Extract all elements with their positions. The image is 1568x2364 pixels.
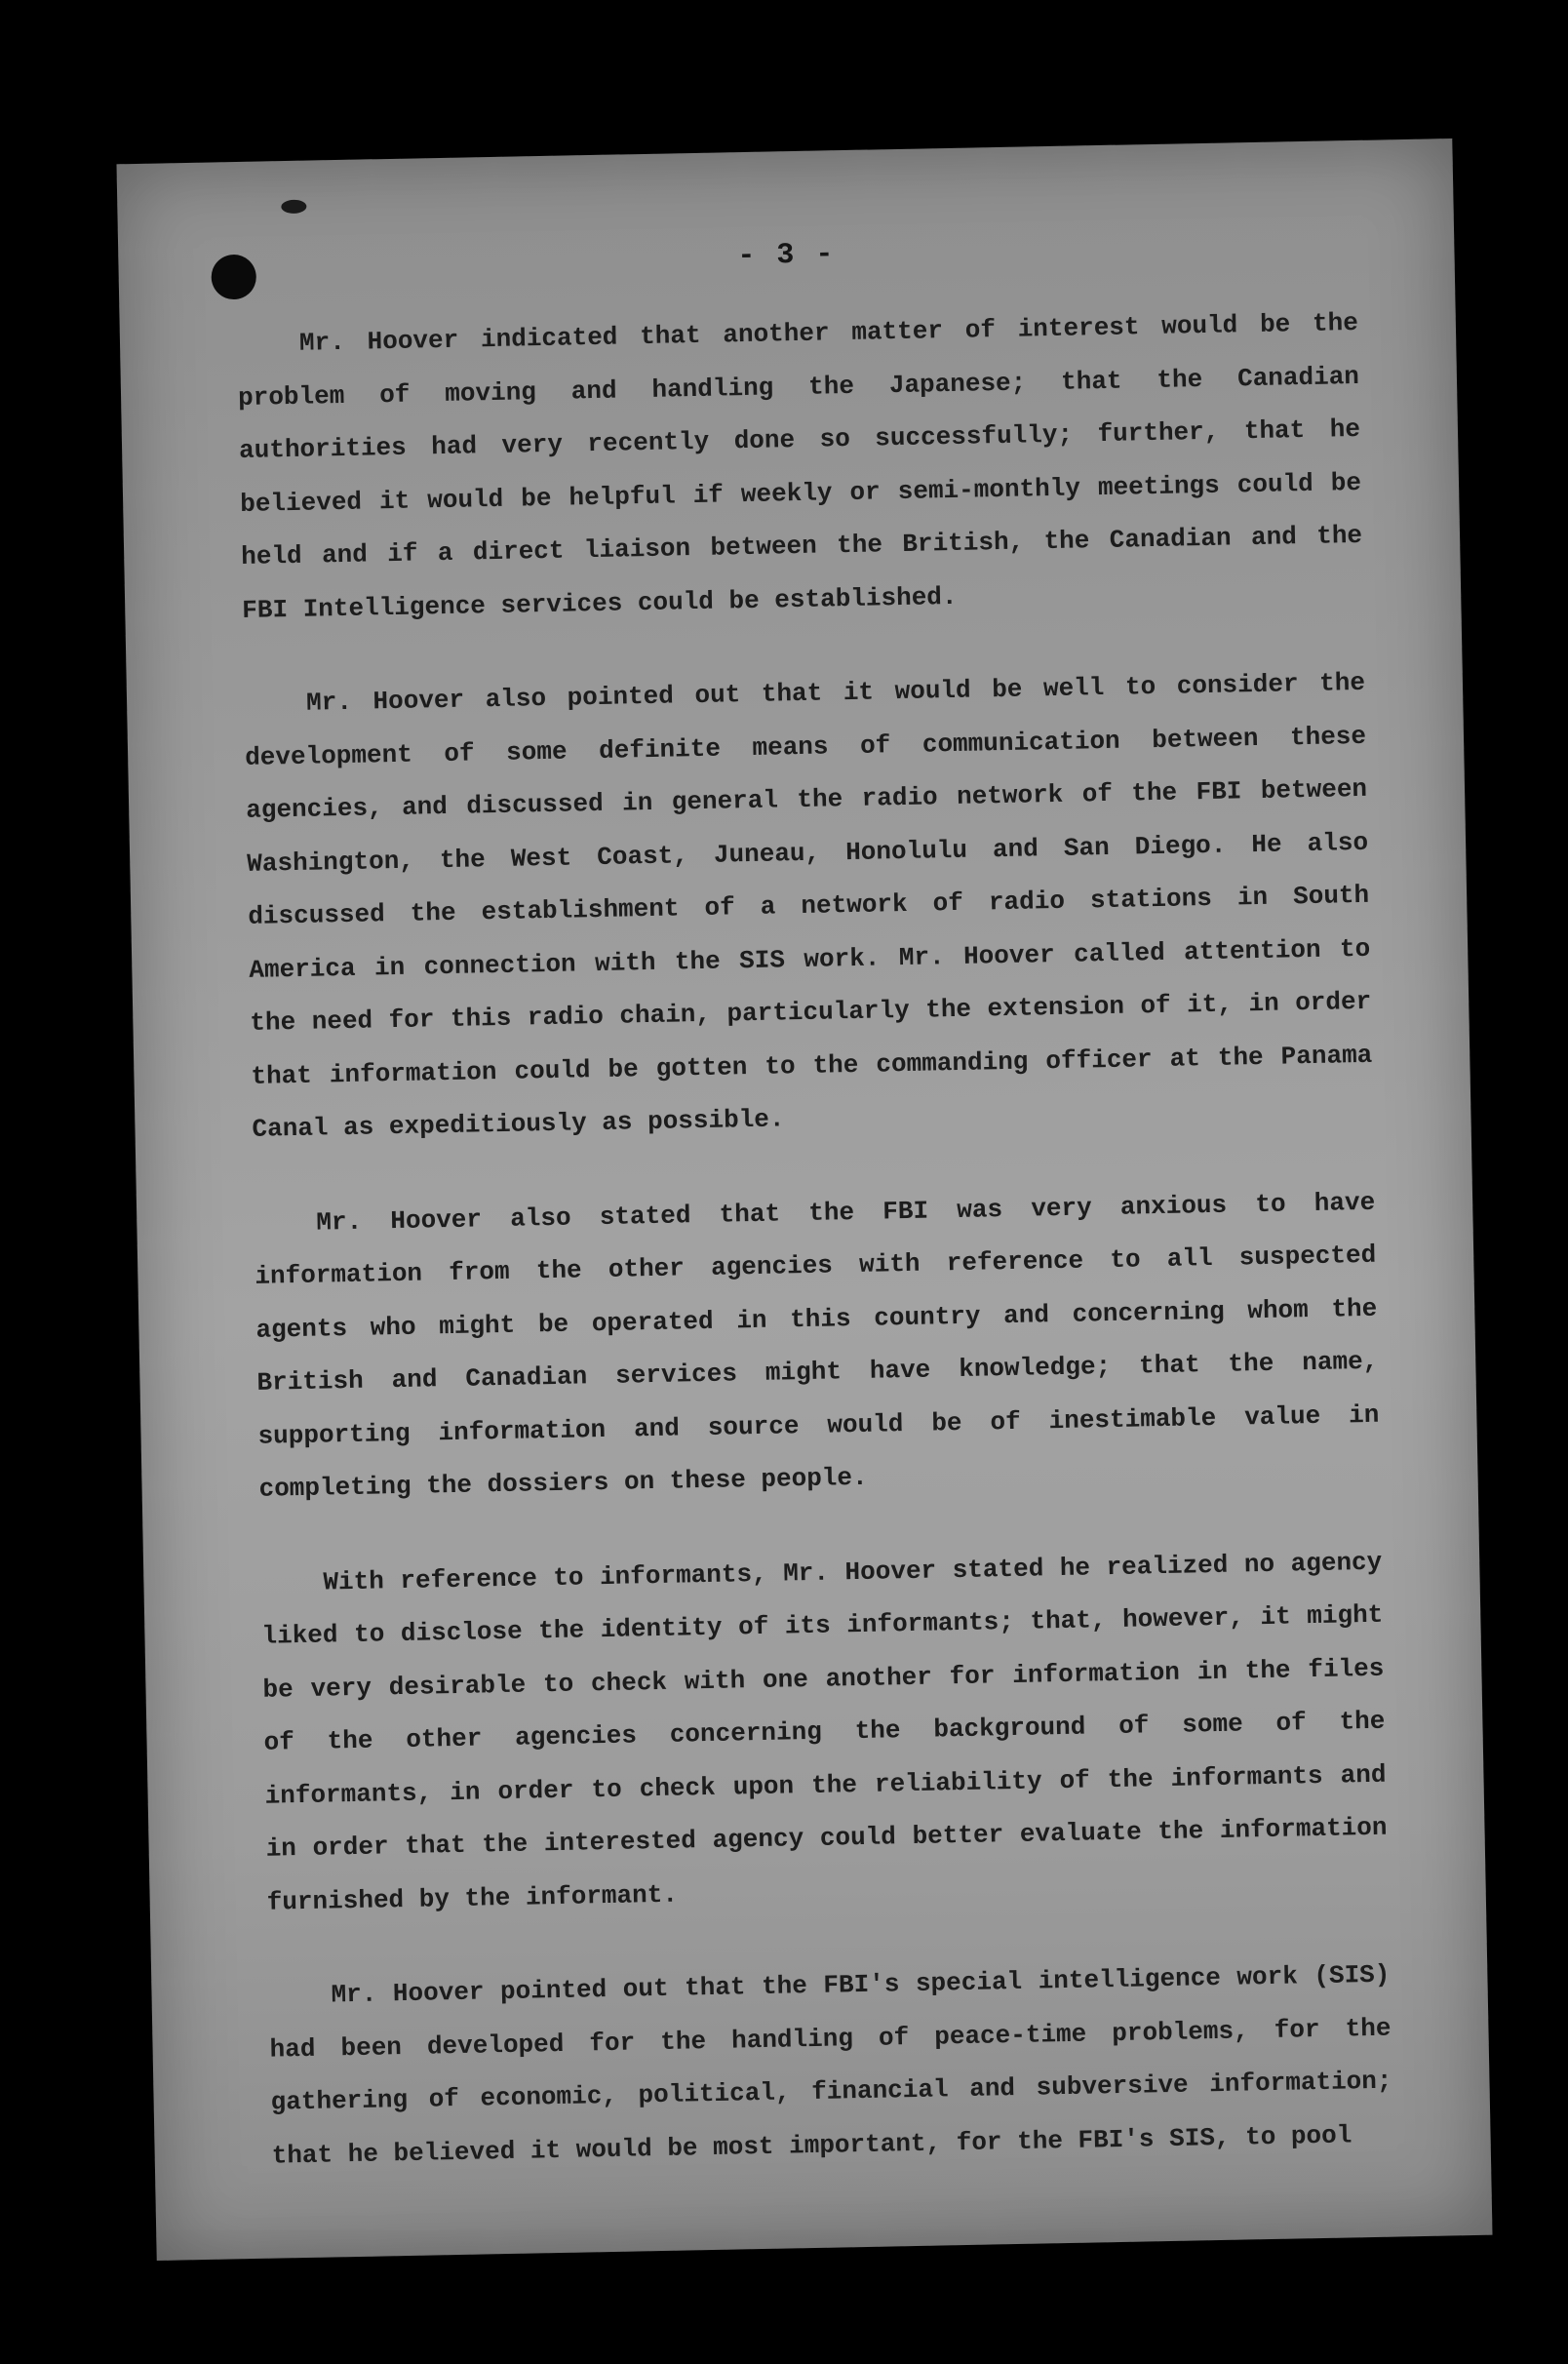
- body-text: [237, 296, 1393, 2183]
- paragraph: Mr. Hoover also stated that the FBI was very anxious to have information from the other agencies with reference to all suspected agents who might be operated in this country and concerning whom the British and Canadian services might have knowledge; that the name, supporting information and source would be of inestimable value in completing the dossiers on these people.: [255, 1187, 1380, 1504]
- paragraph: Mr. Hoover pointed out that the FBI's special intelligence work (SIS) had been developed for the handling of peace-time problems, for the gathering of economic, political, financial and subversive information; that he believed it would be most important, for the FBI's SIS, to pool: [269, 1959, 1392, 2171]
- ink-mark: [281, 200, 306, 214]
- page-number: - 3 -: [737, 238, 836, 274]
- paragraph: Mr. Hoover indicated that another matter of interest would be the problem of moving and handling the Japanese; that the Canadian authorities had very recently done so successfully; further, that he believed it would be helpful if weekly or semi-monthly meetings could be held and if a direct liaison between the British, the Canadian and the FBI Intelligence services could be established.: [237, 307, 1363, 625]
- paragraph: Mr. Hoover also pointed out that it would be well to consider the development of some definite means of communication between these agencies, and discussed in general the radio network of the FBI between Washington, the West Coast, Juneau, Honolulu and San Diego. He also discussed the establishment of a network of radio stations in South America in connection with the SIS work. Mr. Hoover called attention to the need for this radio chain, particularly the extension of it, in order that information could be gotten to the commanding officer at the Panama Canal as expeditiously as possible.: [244, 667, 1373, 1144]
- paragraph: With reference to informants, Mr. Hoover stated he realized no agency liked to disclose the identity of its informants; that, however, it might be very desirable to check with one another for information in the files of the other agencies concerning the background of some of the informants, in order to check upon the reliability of the informants and in order that the interested agency could better evaluate the information furnished by the informant.: [261, 1547, 1388, 1917]
- document-page: [116, 138, 1492, 2261]
